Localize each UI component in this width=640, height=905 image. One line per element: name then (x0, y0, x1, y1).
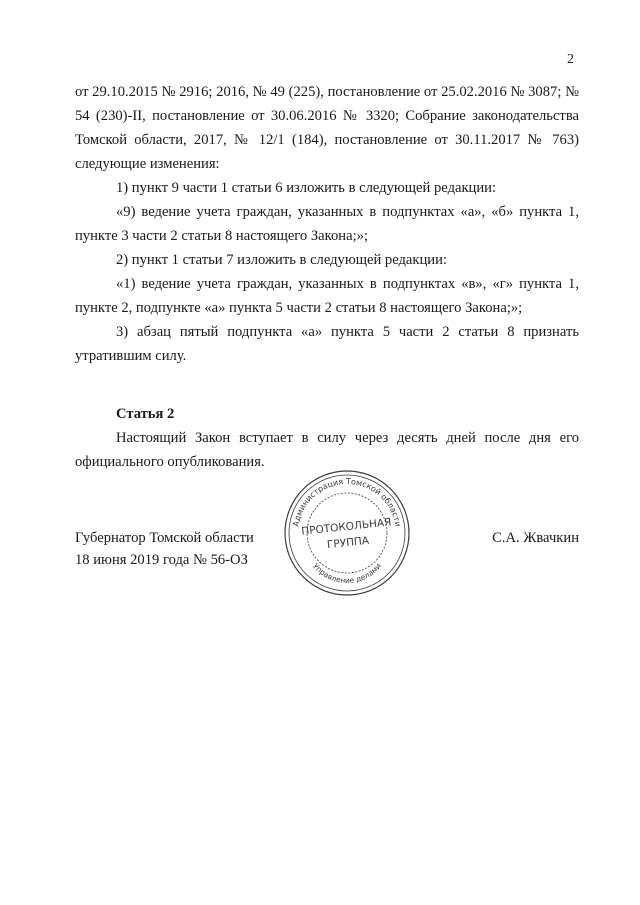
amendment-item-2-text: «1) ведение учета граждан, указанных в подпунктах «в», «г» пункта 1, пункте 2, подпункте «а» пункта 5 части 2 статьи 8 настоящего Закона;»; (75, 276, 579, 316)
page-number: 2 (567, 52, 574, 67)
stamp-center-line-1: ПРОТОКОЛЬНАЯ (300, 516, 392, 538)
amendment-item-1-text: «9) ведение учета граждан, указанных в подпунктах «а», «б» пункта 1, пункте 3 части 2 статьи 8 настоящего Закона;»; (75, 204, 579, 244)
stamp-outer-text: Администрация Томской области (291, 476, 403, 528)
document-body (75, 80, 579, 474)
signatory-position: Губернатор Томской области (75, 530, 254, 546)
amendment-item-3: 3) абзац пятый подпункта «а» пункта 5 части 2 статьи 8 признать утратившим силу. (75, 324, 579, 364)
article-2-text: Настоящий Закон вступает в силу через десять дней после дня его официального опубликования. (75, 430, 579, 470)
amendment-item-2: 2) пункт 1 статьи 7 изложить в следующей редакции: (116, 252, 447, 268)
intro-paragraph: от 29.10.2015 № 2916; 2016, № 49 (225), постановление от 25.02.2016 № 3087; № 54 (230)-II, постановление от 30.06.2016 № 3320; Собрание законодательства Томской области, 2017, № 12/1 (184), постановление от 30.11.2017 № 763) следующие изменения: (75, 84, 579, 172)
stamp-center-line-2: ГРУППА (326, 534, 370, 552)
signature-left (75, 527, 254, 571)
official-stamp (282, 468, 412, 598)
stamp-bottom-text: Управление делами (311, 561, 383, 586)
law-date-number: 18 июня 2019 года № 56-ОЗ (75, 552, 248, 568)
article-2-heading: Статья 2 (116, 406, 175, 422)
amendment-item-1: 1) пункт 9 части 1 статьи 6 изложить в следующей редакции: (116, 180, 497, 196)
signatory-name: С.А. Жвачкин (492, 530, 579, 546)
